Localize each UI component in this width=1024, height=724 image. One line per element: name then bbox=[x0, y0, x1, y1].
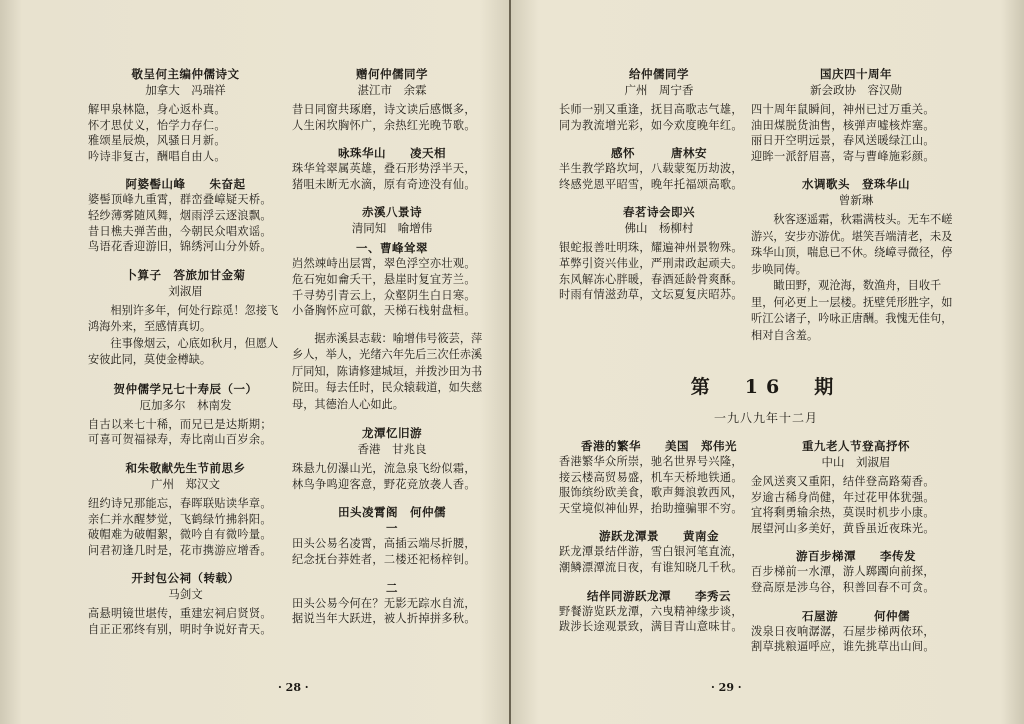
spacer bbox=[88, 448, 283, 460]
poem-line: 时雨有情滋劲草，文坛夏复庆昭苏。 bbox=[559, 288, 743, 302]
poem-author: 曾新琳 bbox=[838, 193, 874, 208]
poem-title: 阿婆髻山峰 朱奋起 bbox=[125, 177, 246, 192]
poem-author: 广州 周宁香 bbox=[624, 83, 694, 97]
spacer bbox=[559, 516, 759, 528]
poem-block bbox=[88, 570, 283, 637]
poem-line: 人生闲坎胸怀广，余热红光晚节歌。 bbox=[292, 118, 476, 132]
poem-block bbox=[292, 425, 492, 492]
poem-block bbox=[751, 608, 961, 655]
poem-block bbox=[559, 438, 759, 516]
poem-line: 岁逾古稀身尚健，年过花甲体犹强。 bbox=[751, 490, 935, 504]
left-column-1 bbox=[88, 66, 283, 638]
right-column-1b bbox=[559, 438, 759, 635]
poem-line: 百步梯前一水潭，游人踯躅向前探， bbox=[751, 565, 935, 579]
poem-author: 佛山 杨柳村 bbox=[624, 221, 694, 236]
left-column-2 bbox=[292, 66, 492, 627]
poem-line: 鸟语花香迎游旧，锦绣河山分外娇。 bbox=[88, 240, 272, 254]
poem-line: 野餐游览跃龙潭，六曳精神缘步谈， bbox=[559, 604, 743, 618]
poem-line: 油田煤脱货油售，核弹声嘘核炸塞。 bbox=[751, 118, 935, 132]
spacer bbox=[88, 164, 283, 176]
poem-block bbox=[292, 145, 492, 192]
poem-author: 湛江市 余霖 bbox=[357, 83, 427, 97]
poem-line: 吟诗非复古，酬唱自由人。 bbox=[88, 149, 226, 163]
poem-title: 国庆四十周年 bbox=[820, 67, 892, 81]
poem-block bbox=[559, 528, 759, 575]
poem-block bbox=[559, 66, 759, 133]
poem-author: 清同知 喻增伟 bbox=[351, 221, 433, 236]
poem-block bbox=[292, 331, 492, 414]
issue-header bbox=[601, 372, 931, 426]
page-number-right: · 29 · bbox=[711, 681, 742, 694]
poem-line: 跋涉长途观景致，满目青山意味甘。 bbox=[559, 620, 743, 634]
spacer bbox=[292, 492, 492, 504]
poem-line: 四十周年鼠瞬间，神州已过万重关。 bbox=[751, 103, 935, 116]
poem-line: 怀才思仗义，怡学力存仁。 bbox=[88, 118, 226, 132]
right-page bbox=[511, 0, 1024, 724]
poem-line: 潮鳞漂潭流日夜，有谁知晓几千秋。 bbox=[559, 560, 743, 574]
poem-block bbox=[292, 204, 492, 318]
poem-author: 新会政协 容汉勋 bbox=[810, 83, 902, 97]
poem-line: 长师一别又重逢，抚目高歌志气雄， bbox=[559, 103, 743, 116]
poem-title: 水调歌头 登珠华山 bbox=[802, 177, 910, 192]
poem-block bbox=[559, 204, 759, 302]
poem-line: 泼泉日夜响潺潺，石屋步梯两依环， bbox=[751, 624, 935, 638]
poem-line: 破帽难为破帽絮，微吟自有微吟量。 bbox=[88, 528, 272, 542]
poem-block bbox=[292, 504, 492, 567]
poem-line: 雅颂星辰焕，风骚日月新。 bbox=[88, 134, 226, 148]
spacer bbox=[559, 576, 759, 588]
poem-paragraph: 瞰田野，观沧海，数渔舟，目收千里，何必更上一层楼。抚壁凭形胜字，如听江公诸子，吟咏正唐酬。我愧无佳句，相对自含羞。 bbox=[751, 279, 953, 342]
poem-line: 银蛇报善吐明珠，耀遍神州景物殊。 bbox=[559, 241, 743, 255]
poem-line: 珠悬九仞瀑山光，流急泉飞纷似霜， bbox=[292, 462, 476, 476]
page-number-left: · 28 · bbox=[278, 681, 309, 694]
poem-title: 游百步梯潭 李传发 bbox=[796, 549, 916, 564]
poem-block bbox=[88, 460, 283, 558]
poem-line: 同为教流增光彩，如今欢度晚年红。 bbox=[559, 118, 743, 132]
poem-author: 马剑文 bbox=[168, 587, 203, 602]
spacer bbox=[88, 255, 283, 267]
poem-block bbox=[88, 267, 283, 369]
right-column-2b bbox=[751, 438, 961, 655]
poem-line: 岿然竦峙出层霄，翠色浮空亦壮观。 bbox=[292, 257, 476, 271]
poem-block bbox=[292, 580, 492, 627]
poem-title: 游跃龙潭景 黄南金 bbox=[599, 529, 719, 544]
spacer bbox=[751, 164, 961, 176]
poem-block bbox=[559, 588, 759, 635]
poem-title: 咏珠华山 凌天相 bbox=[338, 146, 446, 161]
spacer bbox=[292, 133, 492, 145]
poem-title: 春茗诗会即兴 bbox=[623, 205, 695, 220]
poem-block bbox=[88, 381, 283, 448]
poem-line: 纪念抚台莽姓者，二楼还祀杨梓钊。 bbox=[292, 553, 476, 567]
poem-block bbox=[751, 66, 961, 164]
poem-title: 田头凌霄阁 何仲儒 bbox=[338, 505, 446, 520]
poem-line: 宜将剩勇输余热，莫误时机步小康。 bbox=[751, 506, 935, 520]
poem-line: 香港繁华众所崇，驰名世界号兴隆， bbox=[559, 455, 743, 468]
poem-line: 迎眸一派舒眉喜，寄与曹峰施彩颜。 bbox=[751, 149, 935, 163]
poem-line: 危石宛如龠夭干，悬崖时复宜芳兰。 bbox=[292, 272, 476, 286]
poem-line: 据说当年大跃进，被人折掉拼多秋。 bbox=[292, 612, 476, 626]
poem-block bbox=[751, 176, 961, 344]
poem-line: 昔日樵夫弹苦曲，今朝民众唱欢谣。 bbox=[88, 224, 272, 238]
poem-title: 赤溪八景诗 bbox=[362, 205, 422, 220]
issue-date: 一九八九年十二月 bbox=[713, 411, 818, 425]
poem-block bbox=[751, 548, 961, 595]
poem-line: 高悬明镜世堪传，重建宏祠启贤贤。 bbox=[88, 607, 272, 621]
poem-line: 轻纱薄雾随风舞，烟雨浮云逐浪飘。 bbox=[88, 208, 272, 222]
poem-line: 割草挑粮逼呼应，谁先挑草出山间。 bbox=[751, 640, 935, 654]
poem-block bbox=[559, 145, 759, 192]
poem-title: 重九老人节登高抒怀 bbox=[802, 439, 910, 453]
poem-line: 亲仁并水醒梦觉，飞鹤绿竹拂斜阳。 bbox=[88, 512, 272, 526]
poem-title: 香港的繁华 美国 郑伟光 bbox=[581, 439, 737, 453]
poem-line: 丽日开空明远景，春风送暖绿江山。 bbox=[751, 134, 935, 148]
poem-block bbox=[751, 438, 961, 536]
poem-subtitle: 一 bbox=[386, 521, 398, 536]
poem-line: 可喜可贺福禄寿，寿比南山百岁余。 bbox=[88, 433, 272, 447]
poem-title: 龙潭忆旧游 bbox=[362, 426, 422, 441]
poem-title: 开封包公祠（转载） bbox=[131, 571, 240, 586]
spacer bbox=[559, 192, 759, 204]
poem-subtitle: 二 bbox=[386, 580, 398, 595]
poem-block bbox=[292, 66, 492, 133]
poem-title: 感怀 唐林安 bbox=[611, 146, 707, 161]
poem-paragraph: 秋客逐遥霜，秋霜满枝头。无车不嵯游兴，安步亦游优。堪笑吾端清老，未及珠华山顶，喘息已不休。绕嶂寻微径，停步唤同俦。 bbox=[751, 213, 953, 276]
poem-line: 千寻势引青云上，众壑阴生白日寒。 bbox=[292, 288, 476, 302]
poem-line: 自正正邪终有别，明时争说好青天。 bbox=[88, 622, 272, 636]
poem-line: 革弊引资兴伟业，严刑肃政起顽夫。 bbox=[559, 256, 743, 270]
spacer bbox=[292, 192, 492, 204]
spacer bbox=[751, 536, 961, 548]
poem-line: 终感党恩平昭雪，晚年托福颂高歌。 bbox=[559, 177, 743, 191]
poem-title: 贺仲儒学兄七十寿辰（一） bbox=[113, 381, 258, 396]
poem-block bbox=[88, 66, 283, 164]
poem-line: 田头公易名凌霄，高插云端尽折腰， bbox=[292, 537, 476, 551]
poem-title: 给仲儒同学 bbox=[629, 67, 689, 81]
poem-line: 婆髻顶峰九重霄，群峦叠嶂疑天桥。 bbox=[88, 193, 272, 207]
poem-title: 赠何仲儒同学 bbox=[356, 67, 428, 81]
poem-line: 接云楼高贸易盛，机车天桥地铁通。 bbox=[559, 470, 743, 484]
poem-line: 珠华耸翠属英雄，叠石形势浮半天， bbox=[292, 162, 476, 176]
poem-line: 林鸟争鸣迎客意，野花竞放袭人香。 bbox=[292, 477, 476, 491]
poem-line: 昔日同窗共琢磨，诗文读后感慨多， bbox=[292, 103, 476, 116]
poem-title: 石屋游 何仲儒 bbox=[802, 608, 910, 623]
poem-subtitle: 一、曹峰耸翠 bbox=[356, 241, 428, 256]
poem-line: 纽约诗兄那能忘，春晖联贴读华章。 bbox=[88, 496, 272, 510]
poem-line: 服饰缤纷欧美食，歌声舞浪敦西风， bbox=[559, 486, 743, 500]
spacer bbox=[88, 558, 283, 570]
poem-line: 东风解冻心胖暖，春酒延龄骨爽酥。 bbox=[559, 272, 743, 286]
poem-author: 刘淑眉 bbox=[168, 283, 203, 298]
poem-author: 香港 甘兆良 bbox=[357, 442, 427, 457]
spacer bbox=[88, 369, 283, 381]
poem-paragraph: 往事像烟云，心底如秋月，但愿人安彼此同，莫使金樽缺。 bbox=[88, 336, 279, 367]
spacer bbox=[292, 413, 492, 425]
poem-paragraph: 相别许多年，何处行踪觅！忽接飞鸿海外来，至感情真切。 bbox=[88, 303, 279, 334]
poem-line: 登高原是涉乌谷，积善回春不可贪。 bbox=[751, 580, 935, 594]
spacer bbox=[559, 133, 759, 145]
poem-line: 金风送爽又重阳，结伴登高路菊香。 bbox=[751, 475, 935, 488]
spacer bbox=[292, 568, 492, 580]
poem-author: 厄加多尔 林南发 bbox=[139, 397, 232, 412]
spacer bbox=[292, 319, 492, 331]
poem-author: 广州 郑汉文 bbox=[151, 476, 220, 491]
poem-author: 中山 刘淑眉 bbox=[821, 455, 891, 469]
poem-line: 解甲泉林隐，身心返朴真。 bbox=[88, 103, 226, 116]
poem-line: 自古以来七十稀，而兄已是达斯期； bbox=[88, 417, 272, 431]
poem-line: 天堂境似神仙界，抬助撞骗罪不穷。 bbox=[559, 501, 743, 515]
poem-title: 和朱敬献先生节前思乡 bbox=[125, 460, 246, 475]
poem-line: 田头公易今何在？无影无踪水自流， bbox=[292, 596, 476, 610]
poem-line: 小备胸怀应可歙，天梯石栈射盘桓。 bbox=[292, 304, 476, 318]
poem-paragraph: 据赤溪县志载：喻增伟号筱芸，萍乡人，举人，光绪六年先后三次任赤溪厅同知，陈请修建城垣，并拨沙田为书院田。每去任时，民众辕载道，如失慈母，其德治人心如此。 bbox=[292, 331, 483, 411]
left-page bbox=[0, 0, 511, 724]
right-column-2 bbox=[751, 66, 961, 344]
poem-line: 跃龙潭景结伴游，雪白银河笔直流， bbox=[559, 545, 743, 559]
poem-line: 展望河山多美好，黄昏虽近夜珠光。 bbox=[751, 521, 935, 535]
poem-line: 半生教学路坎坷，八载蒙冤历劫波， bbox=[559, 162, 743, 176]
poem-line: 猪咀未断无水滴，原有奇迹没有仙。 bbox=[292, 177, 476, 191]
right-column-1 bbox=[559, 66, 759, 303]
poem-title: 敬呈何主编仲儒诗文 bbox=[131, 67, 240, 81]
poem-title: 卜算子 答旅加甘金菊 bbox=[125, 267, 246, 282]
poem-title: 结伴同游跃龙潭 李秀云 bbox=[587, 588, 731, 603]
spacer bbox=[751, 596, 961, 608]
poem-author: 加拿大 冯瑞祥 bbox=[145, 83, 226, 97]
issue-title: 第 16 期 bbox=[690, 376, 842, 398]
poem-line: 问君初逢几时是，花市携游应增香。 bbox=[88, 543, 272, 557]
poem-block bbox=[88, 176, 283, 254]
